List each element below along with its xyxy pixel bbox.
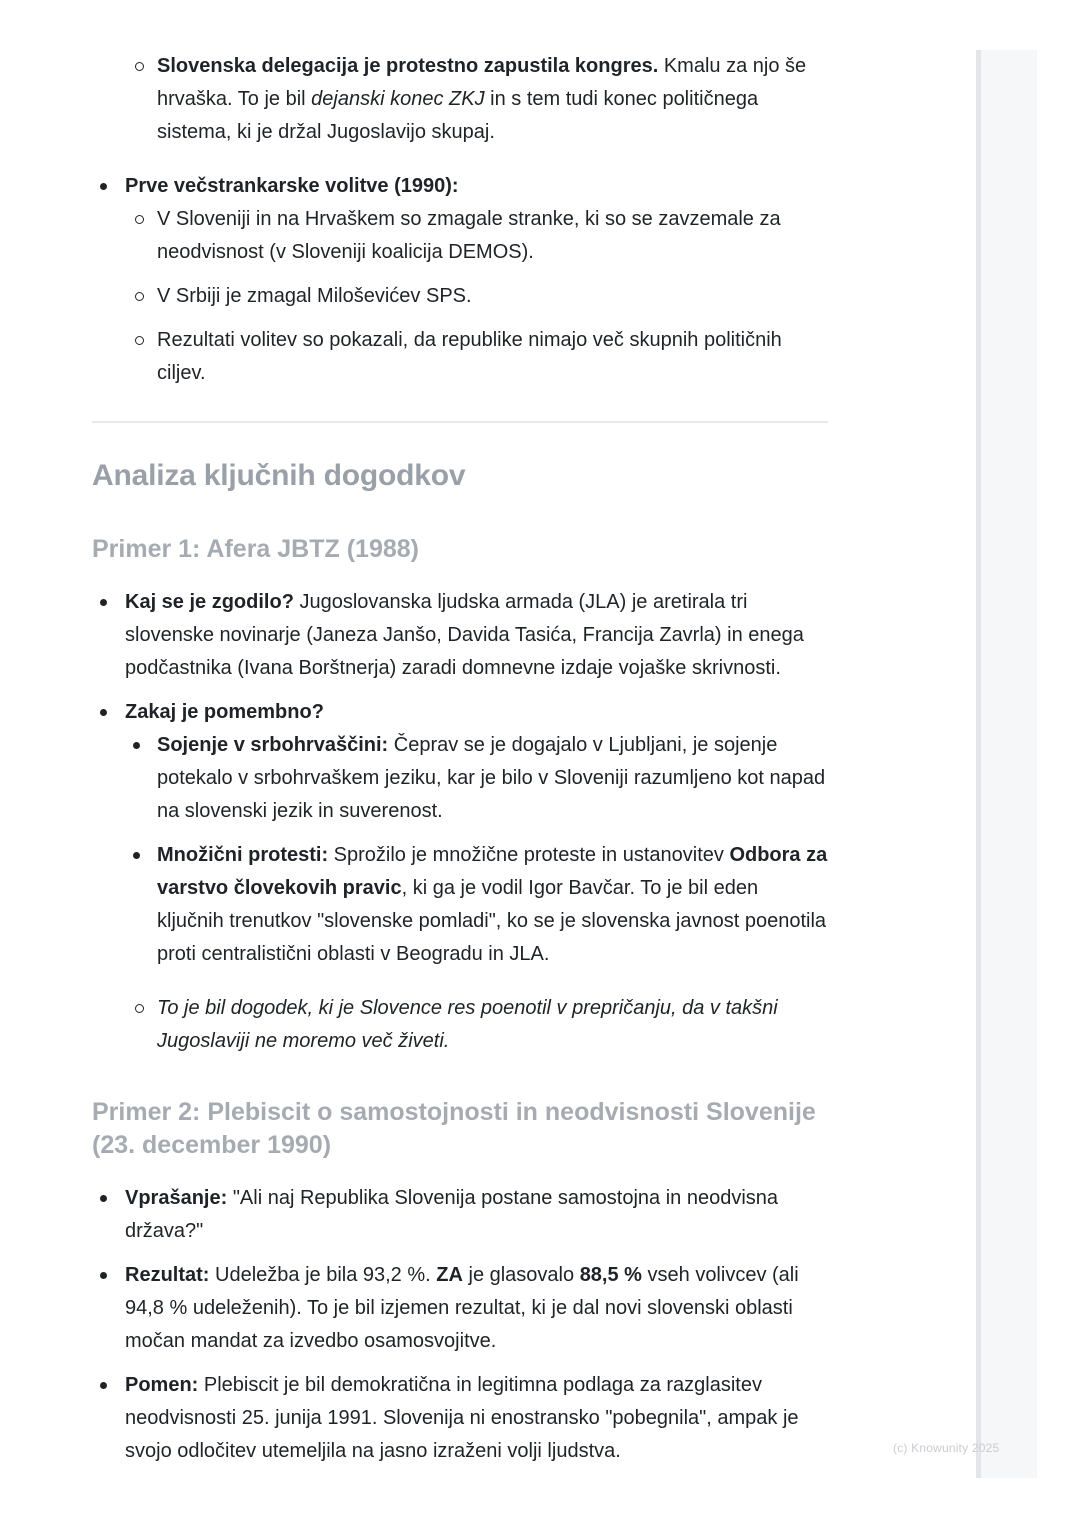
list-item: Slovenska delegacija je protestno zapustila kongres. Kmalu za njo še hrvaška. To je bil dejanski konec ZKJ in s tem tudi konec političnega sistema, ki je držal Jugoslavijo skupaj. [125, 50, 828, 149]
list-item: Pomen: Plebiscit je bil demokratična in legitimna podlaga za razglasitev neodvisnosti 25. junija 1991. Slovenija ni enostransko "pobegnila", ampak je svojo odločitev utemeljila na jasno izraženi volji ljudstva. [92, 1369, 828, 1468]
example-2-list [92, 1182, 828, 1468]
why-sub-list [125, 729, 828, 1058]
elections-list [92, 170, 828, 390]
list-item: Množični protesti: Sprožilo je množične proteste in ustanovitev Odbora za varstvo človekovih pravic, ki ga je vodil Igor Bavčar. To je bil eden ključnih trenutkov "slovenske pomladi", ko se je slovenska javnost poenotila proti centralistični oblasti v Beogradu in JLA. [125, 839, 828, 971]
list-item: To je bil dogodek, ki je Slovence res poenotil v prepričanju, da v takšni Jugoslaviji ne moremo več živeti. [125, 992, 828, 1058]
list-item: V Sloveniji in na Hrvaškem so zmagale stranke, ki so se zavzemale za neodvisnost (v Sloveniji koalicija DEMOS). [125, 203, 828, 269]
section-title: Analiza ključnih dogodkov [92, 459, 466, 492]
list-item: Rezultat: Udeležba je bila 93,2 %. ZA je glasovalo 88,5 % vseh volivcev (ali 94,8 % udeleženih). To je bil izjemen rezultat, ki je dal novi slovenski oblasti močan mandat za izvedbo osamosvojitve. [92, 1259, 828, 1358]
example-1-title: Primer 1: Afera JBTZ (1988) [92, 535, 419, 563]
section-divider [92, 421, 828, 423]
elections-label: Prve večstrankarske volitve (1990): [125, 175, 459, 197]
continued-sub-list [125, 50, 828, 149]
list-item: V Srbiji je zmagal Miloševićev SPS. [125, 280, 828, 313]
elections-sub-list [125, 203, 828, 390]
example-2-title: Primer 2: Plebiscit o samostojnosti in neodvisnosti Slovenije (23. december 1990) [92, 1098, 816, 1159]
document-content [92, 50, 828, 1468]
list-item [92, 170, 828, 390]
example-1-list [92, 586, 828, 1058]
list-item: Zakaj je pomembno? Sojenje v srbohrvaščini: Čeprav se je dogajalo v Ljubljani, je sojenje potekalo v srbohrvaškem jeziku, kar je bilo v Sloveniji razumljeno kot napad na slovenski jezik in suverenost. Množični protesti: Sprožilo je množične proteste in ustanovitev Odbora za varstvo človekovih pravic, ki ga je vodil Igor Bavčar. To je bil eden ključnih trenutkov "slovenske pomladi", ko se je slovenska javnost poenotila proti centralistični oblasti v Beogradu in JLA. To je bil dogodek, ki je Slovence res poenotil v prepričanju, da v takšni Jugoslaviji ne moremo več živeti. [92, 696, 828, 1058]
list-item: Kaj se je zgodilo? Jugoslovanska ljudska armada (JLA) je aretirala tri slovenske novinarje (Janeza Janšo, Davida Tasića, Francija Zavrla) in enega podčastnika (Ivana Borštnerja) zaradi domnevne izdaje vojaške skrivnosti. [92, 586, 828, 685]
list-item: Rezultati volitev so pokazali, da republike nimajo več skupnih političnih ciljev. [125, 324, 828, 390]
list-item: Sojenje v srbohrvaščini: Čeprav se je dogajalo v Ljubljani, je sojenje potekalo v srbohrvaškem jeziku, kar je bilo v Sloveniji razumljeno kot napad na slovenski jezik in suverenost. [125, 729, 828, 828]
right-scroll-panel [976, 50, 1037, 1478]
list-item: Vprašanje: "Ali naj Republika Slovenija postane samostojna in neodvisna država?" [92, 1182, 828, 1248]
watermark: (c) Knowunity 2025 [893, 1441, 1000, 1455]
